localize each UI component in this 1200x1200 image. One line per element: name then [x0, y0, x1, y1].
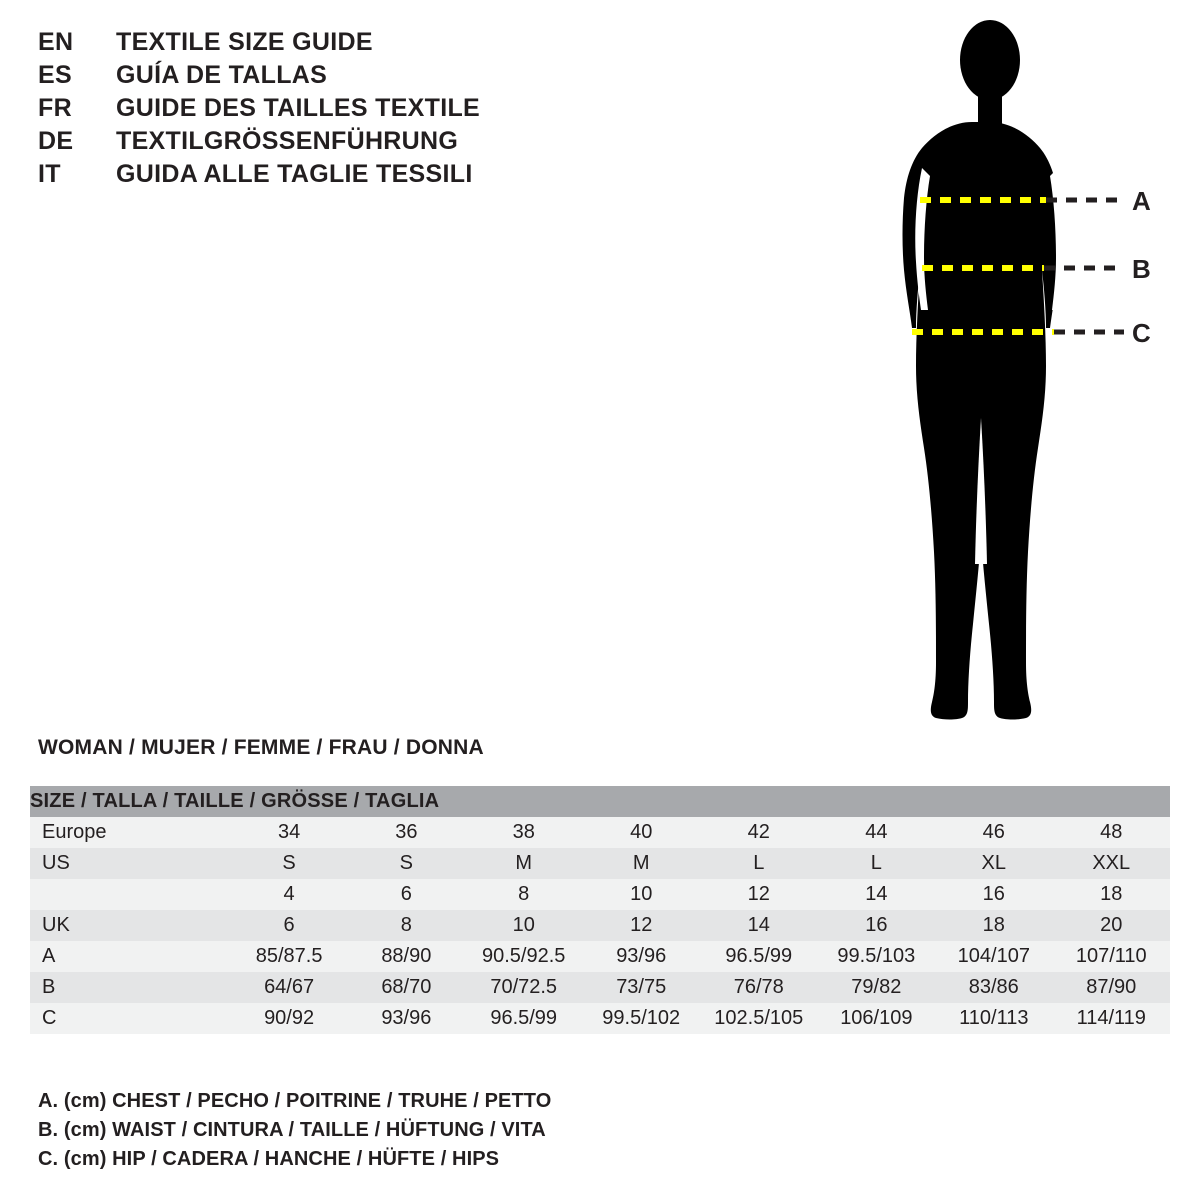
cell: 12 — [747, 883, 770, 905]
woman-silhouette-icon — [860, 18, 1190, 748]
cell: 46 — [982, 821, 1005, 843]
cell: 40 — [630, 821, 653, 843]
language-row — [38, 160, 598, 193]
language-row — [38, 127, 598, 160]
cell: 107/110 — [1075, 945, 1147, 967]
cell: 10 — [630, 883, 653, 905]
size-table — [30, 786, 1170, 1034]
cell: 93/96 — [616, 945, 667, 967]
footnote-b: B. (cm) WAIST / CINTURA / TAILLE / HÜFTUNG / VITA — [38, 1119, 546, 1141]
row-label: Europe — [42, 821, 107, 843]
row-label: C — [42, 1007, 57, 1029]
cell: S — [282, 852, 296, 874]
cell: 44 — [865, 821, 888, 843]
footnote-c: C. (cm) HIP / CADERA / HANCHE / HÜFTE / HIPS — [38, 1148, 500, 1170]
cell: 48 — [1100, 821, 1123, 843]
language-title: GUIDE DES TAILLES TEXTILE — [116, 94, 481, 122]
cell: 87/90 — [1086, 976, 1137, 998]
cell: 85/87.5 — [255, 945, 323, 967]
cell: 6 — [400, 883, 412, 905]
language-code: DE — [38, 127, 74, 155]
label-a: A — [1132, 186, 1151, 216]
label-b: B — [1132, 254, 1151, 284]
cell: L — [753, 852, 765, 874]
cell: 36 — [395, 821, 418, 843]
language-row — [38, 61, 598, 94]
footnotes — [38, 1090, 738, 1177]
cell: 10 — [512, 914, 535, 936]
language-header-list — [38, 28, 598, 193]
cell: 18 — [982, 914, 1005, 936]
table-row — [30, 972, 1170, 1003]
language-code: EN — [38, 28, 74, 56]
language-title: TEXTILE SIZE GUIDE — [116, 28, 373, 56]
cell: 79/82 — [851, 976, 902, 998]
cell: 73/75 — [616, 976, 667, 998]
language-title: TEXTILGRÖSSENFÜHRUNG — [116, 127, 459, 155]
cell: 102.5/105 — [714, 1007, 804, 1029]
cell: 42 — [747, 821, 770, 843]
cell: M — [632, 852, 650, 874]
cell: 93/96 — [381, 1007, 432, 1029]
cell: 90.5/92.5 — [481, 945, 566, 967]
cell: 16 — [865, 914, 888, 936]
table-header-row — [30, 786, 1170, 817]
cell: 8 — [400, 914, 412, 936]
language-title: GUÍA DE TALLAS — [116, 61, 328, 89]
language-code: ES — [38, 61, 72, 89]
cell: 14 — [865, 883, 888, 905]
cell: 12 — [630, 914, 653, 936]
cell: XL — [981, 852, 1007, 874]
cell: 76/78 — [733, 976, 784, 998]
cell: M — [515, 852, 533, 874]
cell: 99.5/103 — [837, 945, 916, 967]
cell: 20 — [1100, 914, 1123, 936]
table-header-label: SIZE / TALLA / TAILLE / GRÖSSE / TAGLIA — [30, 790, 440, 812]
cell: 110/113 — [959, 1007, 1029, 1029]
label-c: C — [1132, 318, 1151, 348]
language-row — [38, 94, 598, 127]
cell: S — [399, 852, 414, 874]
cell: 34 — [277, 821, 301, 843]
cell: 4 — [283, 883, 295, 905]
cell: 8 — [518, 883, 530, 905]
cell: 96.5/99 — [725, 945, 793, 967]
row-label: UK — [42, 914, 70, 936]
cell: XXL — [1092, 852, 1131, 874]
cell: 83/86 — [968, 976, 1019, 998]
cell: 104/107 — [957, 945, 1030, 967]
table-row — [30, 848, 1170, 879]
language-row — [38, 28, 598, 61]
cell: 106/109 — [840, 1007, 913, 1029]
row-label: B — [42, 976, 56, 998]
section-title: WOMAN / MUJER / FEMME / FRAU / DONNA — [38, 736, 484, 759]
language-title: GUIDA ALLE TAGLIE TESSILI — [116, 160, 473, 188]
row-label: US — [42, 852, 70, 874]
cell: 114/119 — [1076, 1007, 1146, 1029]
cell: 88/90 — [381, 945, 432, 967]
table-row — [30, 1003, 1170, 1034]
cell: 99.5/102 — [602, 1007, 681, 1029]
cell: L — [870, 852, 882, 874]
row-label: A — [42, 945, 56, 967]
cell: 70/72.5 — [490, 976, 558, 998]
table-row — [30, 817, 1170, 848]
cell: 6 — [283, 914, 295, 936]
cell: 90/92 — [264, 1007, 315, 1029]
cell: 18 — [1100, 883, 1123, 905]
table-row — [30, 910, 1170, 941]
table-row — [30, 879, 1170, 910]
cell: 14 — [747, 914, 770, 936]
cell: 96.5/99 — [490, 1007, 558, 1029]
cell: 68/70 — [381, 976, 432, 998]
language-code: FR — [38, 94, 72, 122]
measurement-figure — [860, 18, 1190, 748]
language-code: IT — [38, 160, 61, 188]
row-label — [30, 879, 230, 910]
cell: 38 — [512, 821, 535, 843]
cell: 64/67 — [264, 976, 315, 998]
cell: 16 — [982, 883, 1005, 905]
table-row — [30, 941, 1170, 972]
footnote-a: A. (cm) CHEST / PECHO / POITRINE / TRUHE / PETTO — [38, 1090, 552, 1112]
